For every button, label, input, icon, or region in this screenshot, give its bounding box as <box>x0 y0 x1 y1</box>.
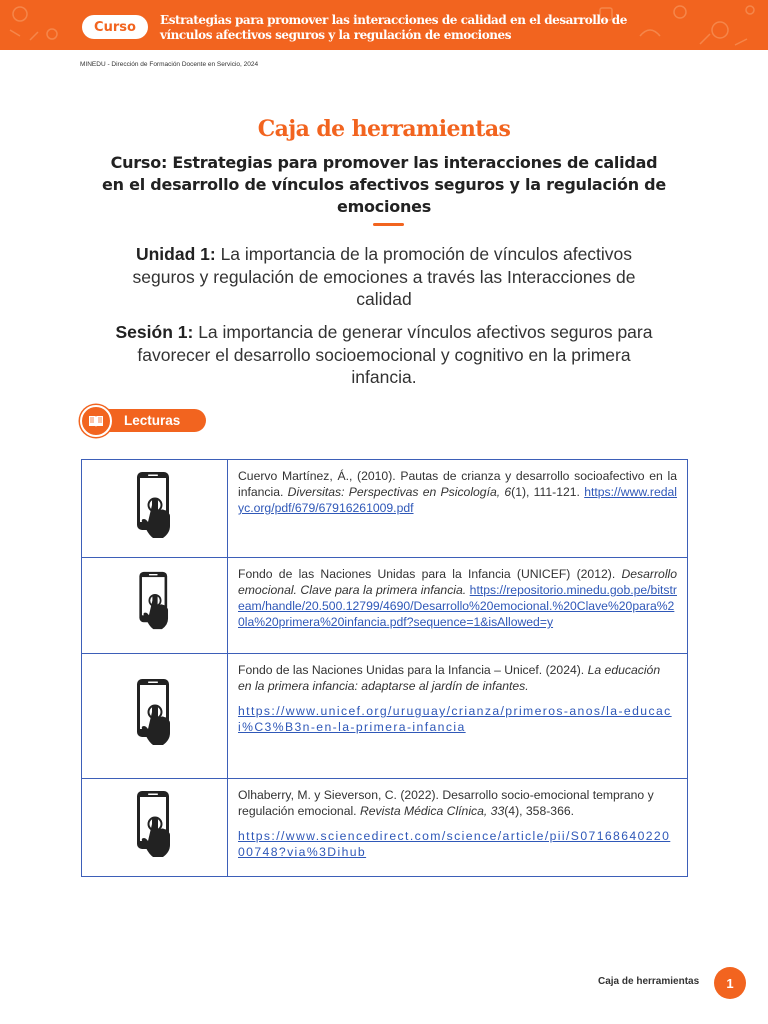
top-banner <box>0 0 768 50</box>
banner-title-line2: vínculos afectivos seguros y la regulación de emociones <box>160 28 512 42</box>
reference-details: (1), 111-121. <box>511 485 580 499</box>
table-row <box>82 779 688 877</box>
course-heading-line1: Curso: Estrategias para promover las interacciones de calidad <box>110 153 658 172</box>
table-row <box>82 654 688 779</box>
banner-title-line1: Estrategias para promover las interacciones de calidad en el desarrollo de <box>160 13 627 27</box>
book-icon <box>80 405 112 437</box>
page-title: Caja de herramientas <box>257 116 511 142</box>
course-heading-line3: emociones <box>337 197 431 216</box>
reference-citation <box>238 787 677 819</box>
touch-phone-icon <box>135 790 175 866</box>
lecturas-section-chip <box>80 405 207 435</box>
session-label: Sesión 1: <box>115 322 194 342</box>
unit-label: Unidad 1: <box>135 244 216 264</box>
reference-citation <box>238 468 677 516</box>
unit-text: La importancia de la promoción de vínculos afectivos seguros y regulación de emociones a través las Interacciones de calidad <box>132 244 636 309</box>
references-table <box>81 459 688 877</box>
title-divider <box>373 223 404 226</box>
reference-link[interactable]: https://www.sciencedirect.com/science/article/pii/S0716864022000748?via%3Dihub <box>238 829 671 859</box>
footer-label: Caja de herramientas <box>598 976 700 987</box>
session-text: La importancia de generar vínculos afectivos seguros para favorecer el desarrollo socioemocional y cognitivo en la primera infancia. <box>137 322 653 387</box>
reference-source: Revista Médica Clínica, 33 <box>359 804 505 818</box>
unit-block <box>110 243 658 311</box>
reference-authors: Fondo de las Naciones Unidas para la Infancia (UNICEF) (2012). <box>238 567 616 581</box>
page-number-badge: 1 <box>714 967 746 999</box>
reference-source: La educación en la primera infancia: adaptarse al jardín de infantes. <box>238 663 661 693</box>
reference-details: (4), 358-366. <box>504 804 575 818</box>
credit-line: MINEDU - Dirección de Formación Docente en Servicio, 2024 <box>80 61 259 68</box>
reference-link[interactable]: https://www.unicef.org/uruguay/crianza/primeros-anos/la-educaci%C3%B3n-en-la-primera-infancia <box>238 704 672 734</box>
table-row <box>82 558 688 654</box>
reference-authors: Fondo de las Naciones Unidas para la Infancia – Unicef. (2024). <box>238 663 585 677</box>
banner-title <box>160 13 640 43</box>
reference-authors: Cuervo Martínez, Á., (2010). Pautas de crianza y desarrollo socioafectivo en la infancia. <box>238 469 677 499</box>
touch-phone-icon <box>135 678 175 754</box>
reference-authors: Olhaberry, M. y Sieverson, C. (2022). Desarrollo socio-emocional temprano y regulación emocional. <box>238 788 654 818</box>
table-row <box>82 460 688 558</box>
reference-citation <box>238 566 677 630</box>
reference-link[interactable]: https://www.redalyc.org/pdf/679/67916261009.pdf <box>238 485 677 515</box>
course-heading-line2: en el desarrollo de vínculos afectivos seguros y la regulación de <box>102 175 666 194</box>
touch-phone-icon <box>135 471 175 547</box>
reference-citation <box>238 662 677 694</box>
touch-phone-icon <box>135 571 175 637</box>
session-block <box>110 321 658 389</box>
course-pill: Curso <box>82 15 148 39</box>
lecturas-label: Lecturas <box>98 409 206 432</box>
reference-source: Diversitas: Perspectivas en Psicología, 6 <box>287 485 512 499</box>
reference-source: Desarrollo emocional. Clave para la primera infancia. <box>238 567 678 597</box>
course-heading <box>94 152 674 218</box>
reference-link[interactable]: https://repositorio.minedu.gob.pe/bitstream/handle/20.500.12799/4690/Desarrollo%20emocional.%20Clave%20para%20la%20primera%20infancia.pdf?sequence=1&isAllowed=y <box>238 583 677 629</box>
